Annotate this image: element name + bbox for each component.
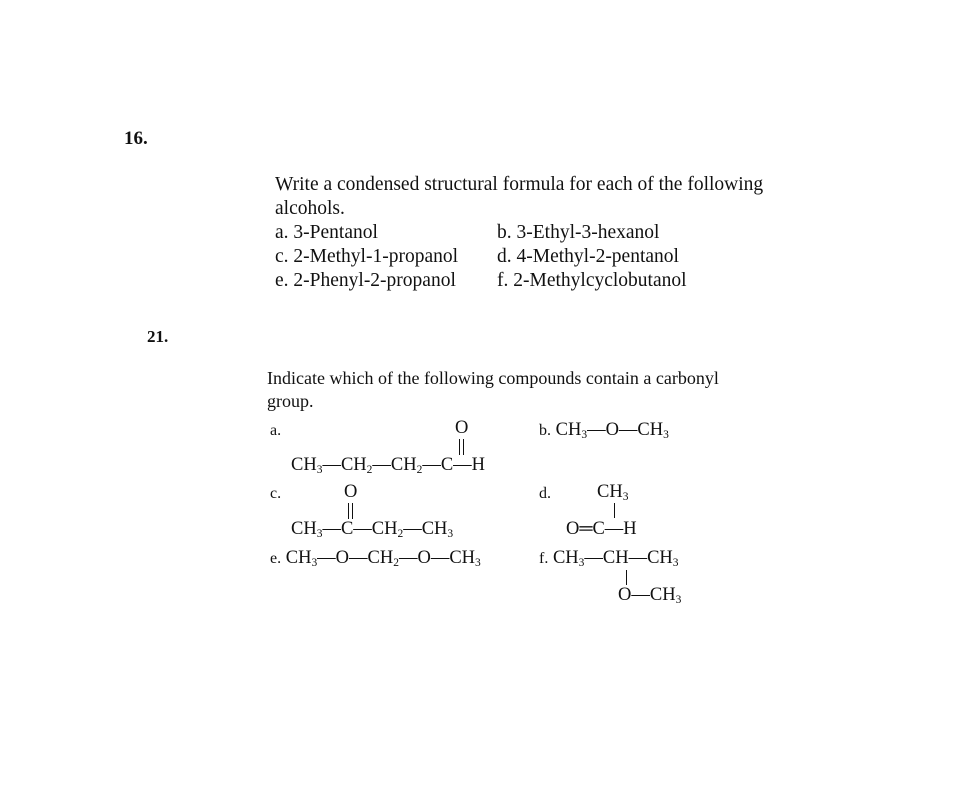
compound-e-formula: $CH_3—O—CH_2—O—CH_3$ bbox=[285, 548, 481, 570]
q16-item-f bbox=[497, 269, 687, 293]
compound-c-double-bond bbox=[348, 503, 353, 519]
compound-b bbox=[539, 420, 669, 441]
q16-item-letter: d. bbox=[497, 246, 512, 267]
q16-item-c bbox=[275, 245, 458, 269]
q16-item-letter: f. bbox=[497, 270, 509, 291]
compound-e-letter: e. bbox=[270, 550, 282, 567]
compound-f-letter: f. bbox=[539, 550, 549, 567]
question-21-number: 21. bbox=[147, 327, 169, 346]
compound-f bbox=[539, 548, 679, 569]
q16-item-name: 2-Methylcyclobutanol bbox=[513, 270, 687, 291]
compound-c-letter: c. bbox=[270, 485, 282, 502]
q16-item-name: 3-Pentanol bbox=[293, 222, 378, 243]
question-21-prompt-line1: Indicate which of the following compounds contain a carbonyl bbox=[267, 368, 719, 388]
compound-f-methoxy: $O—CH_3$ bbox=[618, 585, 682, 607]
q16-item-d bbox=[497, 245, 679, 269]
compound-c-oxygen: O bbox=[344, 482, 358, 502]
compound-d-letter: d. bbox=[539, 485, 551, 502]
compound-d-formula: O═C—H bbox=[566, 519, 637, 539]
compound-d-single-bond bbox=[614, 503, 615, 518]
compound-c-formula: $CH_3—C—CH_2—CH_3$ bbox=[291, 519, 454, 541]
compound-b-letter: b. bbox=[539, 422, 551, 439]
q16-item-a bbox=[275, 221, 378, 245]
compound-a-double-bond bbox=[459, 439, 464, 455]
q16-item-name: 4-Methyl-2-pentanol bbox=[516, 246, 679, 267]
compound-e bbox=[270, 548, 481, 569]
compound-f-single-bond bbox=[626, 570, 627, 585]
q16-item-letter: a. bbox=[275, 222, 289, 243]
q16-item-name: 3-Ethyl-3-hexanol bbox=[516, 222, 660, 243]
q16-item-name: 2-Methyl-1-propanol bbox=[293, 246, 459, 267]
compound-f-formula: $CH_3—CH—CH_3$ bbox=[552, 548, 679, 570]
compound-a-letter: a. bbox=[270, 422, 282, 439]
compound-b-formula: $CH_3—O—CH_3$ bbox=[555, 420, 669, 442]
q16-item-b bbox=[497, 221, 659, 245]
question-16-number: 16. bbox=[124, 128, 148, 149]
q16-item-name: 2-Phenyl-2-propanol bbox=[293, 270, 456, 291]
question-21-prompt-line2: group. bbox=[267, 391, 314, 411]
q16-item-letter: b. bbox=[497, 222, 512, 243]
q16-item-letter: e. bbox=[275, 270, 289, 291]
question-16-prompt-line1: Write a condensed structural formula for each of the following bbox=[275, 174, 764, 195]
compound-d-methyl: $CH_3$ bbox=[597, 482, 629, 504]
q16-item-e bbox=[275, 269, 456, 293]
compound-a-formula: $CH_3—CH_2—CH_2—C—H$ bbox=[291, 455, 486, 477]
question-16-prompt-line2: alcohols. bbox=[275, 198, 345, 219]
q16-item-letter: c. bbox=[275, 246, 289, 267]
compound-a-oxygen: O bbox=[455, 418, 469, 438]
